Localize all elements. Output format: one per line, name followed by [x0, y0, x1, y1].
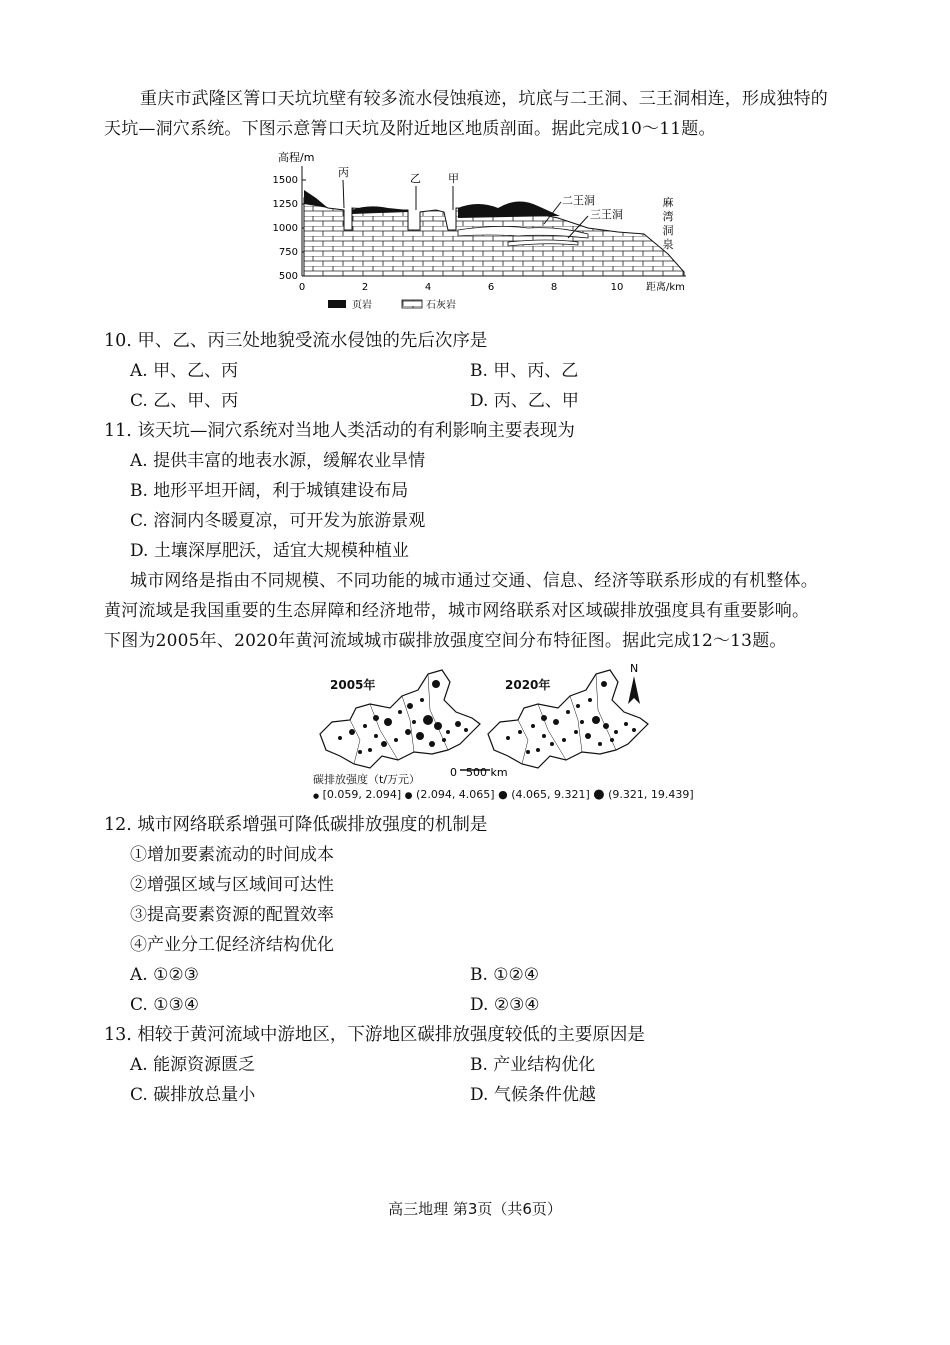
y-axis-title: 高程/m [278, 151, 315, 164]
q11-option-b: B. 地形平坦开阔，利于城镇建设布局 [130, 481, 409, 501]
q12-option-d: D. ②③④ [470, 995, 540, 1015]
intro-2-line-3: 下图为2005年、2020年黄河流域城市碳排放强度空间分布特征图。据此完成12～13题。 [104, 631, 787, 651]
legend-swatch-shale [328, 300, 346, 308]
map-legend: ● [0.059, 2.094] ● (2.094, 4.065] ● (4.065, 9.321] ● (9.321, 19.439] [313, 787, 694, 802]
legend-item-1: [0.059, 2.094] [322, 788, 402, 801]
label-mawan-4: 泉 [662, 238, 674, 251]
q12-statement-1: ①增加要素流动的时间成本 [130, 845, 334, 865]
x-tick: 8 [550, 282, 558, 293]
q10-option-d: D. 丙、乙、甲 [470, 391, 579, 411]
q11-option-c: C. 溶洞内冬暖夏凉，可开发为旅游景观 [130, 511, 426, 531]
legend-item-3: (4.065, 9.321] [511, 788, 590, 801]
label-bing: 丙 [338, 166, 349, 179]
map-2005-outline [320, 670, 480, 768]
q11-option-a: A. 提供丰富的地表水源，缓解农业旱情 [130, 451, 426, 471]
label-mawan-3: 洞 [662, 224, 674, 237]
q13-stem: 13. 相较于黄河流域中游地区，下游地区碳排放强度较低的主要原因是 [104, 1025, 645, 1045]
intro-2-line-2: 黄河流域是我国重要的生态屏障和经济地带，城市网络联系对区域碳排放强度具有重要影响。 [104, 601, 810, 621]
x-tick: 2 [361, 282, 369, 293]
intro-1-line-1: 重庆市武隆区箐口天坑坑壁有较多流水侵蚀痕迹，坑底与二王洞、三王洞相连，形成独特的 [140, 89, 828, 109]
x-tick: 10 [610, 282, 624, 293]
y-tick: 1500 [272, 175, 298, 186]
q12-option-a: A. ①②③ [130, 965, 199, 985]
q12-statement-2: ②增强区域与区域间可达性 [130, 875, 334, 895]
label-sanwang-cave: 三王洞 [590, 208, 623, 221]
q12-option-b: B. ①②④ [470, 965, 540, 985]
intro-2-line-1: 城市网络是指由不同规模、不同功能的城市通过交通、信息、经济等联系形成的有机整体。 [130, 571, 818, 591]
label-mawan-1: 麻 [662, 196, 674, 209]
q13-option-d: D. 气候条件优越 [470, 1085, 596, 1105]
x-axis-title: 距离/km [646, 282, 685, 293]
q13-option-c: C. 碳排放总量小 [130, 1085, 256, 1105]
q10-option-b: B. 甲、丙、乙 [470, 361, 579, 381]
legend-item-2: (2.094, 4.065] [416, 788, 495, 801]
map-2020-year: 2020年 [505, 678, 551, 692]
q10-option-c: C. 乙、甲、丙 [130, 391, 239, 411]
carbon-intensity-maps [310, 660, 660, 780]
q13-option-b: B. 产业结构优化 [470, 1055, 596, 1075]
legend-swatch-limestone [402, 300, 422, 308]
map-2020-outline [488, 670, 648, 768]
q10-option-a: A. 甲、乙、丙 [130, 361, 239, 381]
q11-stem: 11. 该天坑—洞穴系统对当地人类活动的有利影响主要表现为 [104, 421, 575, 441]
y-tick: 1250 [272, 199, 298, 210]
q12-statement-3: ③提高要素资源的配置效率 [130, 905, 334, 925]
x-tick: 4 [424, 282, 432, 293]
legend-item-4: (9.321, 19.439] [608, 788, 694, 801]
label-jia: 甲 [448, 172, 459, 185]
label-mawan-2: 湾 [662, 210, 674, 223]
y-tick: 1000 [272, 223, 298, 234]
y-tick: 750 [278, 247, 298, 258]
page-footer: 高三地理 第3页（共6页） [388, 1200, 562, 1218]
map-2005-year: 2005年 [330, 678, 376, 692]
x-tick: 0 [298, 282, 306, 293]
scale-zero: 0 [450, 766, 457, 779]
q11-option-d: D. 土壤深厚肥沃，适宜大规模种植业 [130, 541, 409, 561]
geologic-profile-figure [268, 146, 698, 316]
label-yi: 乙 [410, 172, 421, 185]
q12-option-c: C. ①③④ [130, 995, 199, 1015]
legend-shale: 页岩 [352, 300, 372, 311]
x-tick: 6 [487, 282, 495, 293]
scale-label: 500 km [466, 766, 508, 779]
q12-stem: 12. 城市网络联系增强可降低碳排放强度的机制是 [104, 815, 488, 835]
north-label: N [630, 662, 639, 675]
label-erwang-cave: 二王洞 [562, 194, 595, 207]
q12-statement-4: ④产业分工促经济结构优化 [130, 935, 334, 955]
y-tick: 500 [278, 271, 298, 282]
map-legend-title: 碳排放强度（t/万元） [313, 773, 421, 786]
intro-1-line-2: 天坑—洞穴系统。下图示意箐口天坑及附近地区地质剖面。据此完成10～11题。 [104, 119, 716, 139]
legend-limestone: 石灰岩 [426, 300, 456, 311]
q13-option-a: A. 能源资源匮乏 [130, 1055, 256, 1075]
north-arrow-icon [628, 676, 640, 704]
q10-stem: 10. 甲、乙、丙三处地貌受流水侵蚀的先后次序是 [104, 331, 488, 351]
